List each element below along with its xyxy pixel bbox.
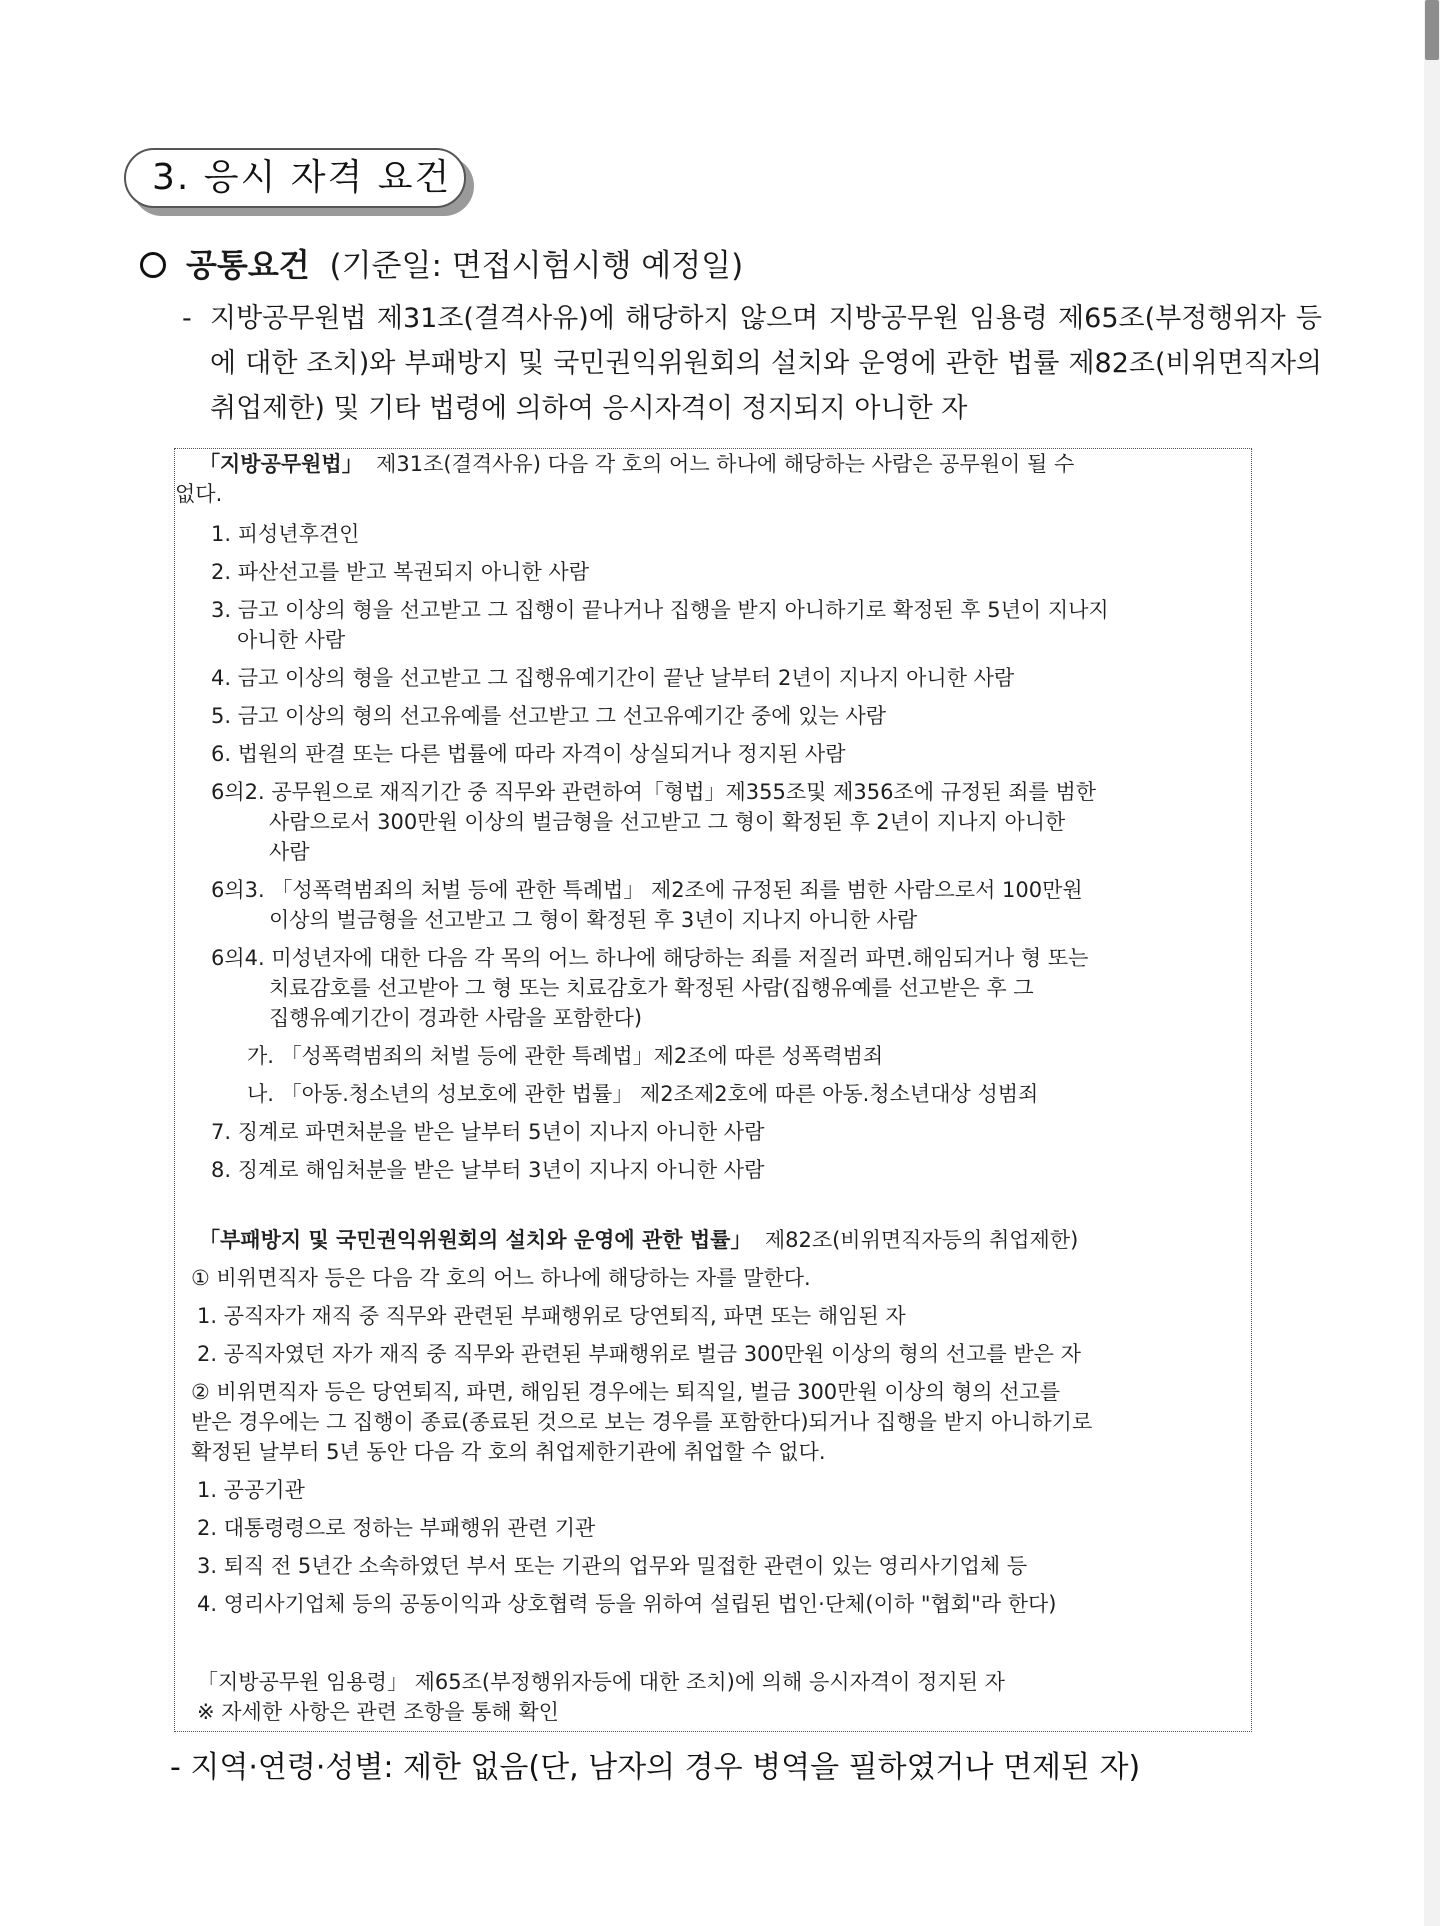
list-item: 2. 대통령령으로 정하는 부패행위 관련 기관	[197, 1516, 596, 1540]
note-line: ※ 자세한 사항은 관련 조항을 통해 확인	[197, 1700, 559, 1724]
list-item: 2. 파산선고를 받고 복권되지 아니한 사람	[211, 560, 589, 584]
law-excerpt-box	[174, 448, 1252, 1732]
law1-intro: 제31조(결격사유) 다음 각 호의 어느 하나에 해당하는 사람은 공무원이 될 수	[376, 452, 1075, 476]
list-item: 7. 징계로 파면처분을 받은 날부터 5년이 지나지 아니한 사람	[211, 1120, 765, 1144]
list-item: 6의3. 「성폭력범죄의 처벌 등에 관한 특례법」 제2조에 규정된 죄를 범한 사람으로서 100만원	[211, 878, 1083, 902]
law2-article: 제82조(비위면직자등의 취업제한)	[764, 1228, 1079, 1252]
law1-title: 「지방공무원법」	[199, 452, 363, 476]
list-item: 2. 공직자였던 자가 재직 중 직무와 관련된 부패행위로 벌금 300만원 이상의 형의 선고를 받은 자	[197, 1342, 1081, 1366]
sub-list-item: 나. 「아동.청소년의 성보호에 관한 법률」 제2조제2호에 따른 아동.청소년대상 성범죄	[247, 1082, 1039, 1106]
law2-title: 「부패방지 및 국민권익위원회의 설치와 운영에 관한 법률」	[199, 1228, 752, 1252]
list-item: 6의4. 미성년자에 대한 다음 각 목의 어느 하나에 해당하는 죄를 저질러 파면.해임되거나 형 또는	[211, 946, 1089, 970]
list-item: 4. 영리사기업체 등의 공동이익과 상호협력 등을 위하여 설립된 법인·단체(이하 "협회"라 한다)	[197, 1592, 1057, 1616]
list-item: 4. 금고 이상의 형을 선고받고 그 집행유예기간이 끝난 날부터 2년이 지나지 아니한 사람	[211, 666, 1015, 690]
list-item: 1. 공직자가 재직 중 직무와 관련된 부패행위로 당연퇴직, 파면 또는 해임된 자	[197, 1304, 906, 1328]
scrollbar-thumb[interactable]	[1425, 0, 1439, 60]
list-item: 8. 징계로 해임처분을 받은 날부터 3년이 지나지 아니한 사람	[211, 1158, 765, 1182]
list-item-cont: 아니한 사람	[237, 628, 346, 652]
law1-heading	[199, 449, 1074, 480]
list-item-cont: 집행유예기간이 경과한 사람을 포함한다)	[269, 1006, 643, 1030]
law2-heading	[199, 1225, 1078, 1256]
paragraph-cont: 확정된 날부터 5년 동안 다음 각 호의 취업제한기관에 취업할 수 없다.	[191, 1440, 826, 1464]
list-item: 6의2. 공무원으로 재직기간 중 직무와 관련하여「형법」제355조및 제356조에 규정된 죄를 범한	[211, 780, 1097, 804]
circle-bullet-icon	[140, 252, 166, 278]
paragraph: ② 비위면직자 등은 당연퇴직, 파면, 해임된 경우에는 퇴직일, 벌금 300만원 이상의 형의 선고를	[191, 1380, 1061, 1404]
common-label: 공통요건	[186, 246, 310, 284]
paragraph: ① 비위면직자 등은 다음 각 호의 어느 하나에 해당하는 자를 말한다.	[191, 1266, 811, 1290]
section-heading	[124, 148, 476, 218]
dash-bullet: -	[182, 303, 192, 334]
list-item: 1. 공공기관	[197, 1478, 305, 1502]
common-requirement-text: 지방공무원법 제31조(결격사유)에 해당하지 않으며 지방공무원 임용령 제65조(부정행위자 등에 대한 조치)와 부패방지 및 국민권익위원회의 설치와 운영에 관한 법률 제82조(비위면직자의 취업제한) 및 기타 법령에 의하여 응시자격이 정지되지 아니한 자	[210, 303, 1322, 424]
paragraph-cont: 받은 경우에는 그 집행이 종료(종료된 것으로 보는 경우를 포함한다)되거나 집행을 받지 아니하기로	[191, 1410, 1093, 1434]
sub-list-item: 가. 「성폭력범죄의 처벌 등에 관한 특례법」제2조에 따른 성폭력범죄	[247, 1044, 884, 1068]
list-item-cont: 사람	[269, 840, 310, 864]
list-item: 6. 법원의 판결 또는 다른 법률에 따라 자격이 상실되거나 정지된 사람	[211, 742, 846, 766]
law3-line: 「지방공무원 임용령」 제65조(부정행위자등에 대한 조치)에 의해 응시자격이 정지된 자	[197, 1670, 1005, 1694]
list-item: 1. 피성년후견인	[211, 522, 360, 546]
list-item-cont: 치료감호를 선고받아 그 형 또는 치료감호가 확정된 사람(집행유예를 선고받은 후 그	[269, 976, 1034, 1000]
list-item: 3. 퇴직 전 5년간 소속하였던 부서 또는 기관의 업무와 밀접한 관련이 있는 영리사기업체 등	[197, 1554, 1028, 1578]
list-item-cont: 이상의 벌금형을 선고받고 그 형이 확정된 후 3년이 지나지 아니한 사람	[269, 908, 918, 932]
list-item: 3. 금고 이상의 형을 선고받고 그 집행이 끝나거나 집행을 받지 아니하기로 확정된 후 5년이 지나지	[211, 598, 1109, 622]
common-basis: (기준일: 면접시험시행 예정일)	[329, 248, 744, 284]
law1-intro-cont: 없다.	[175, 482, 223, 506]
list-item-cont: 사람으로서 300만원 이상의 벌금형을 선고받고 그 형이 확정된 후 2년이 지나지 아니한	[269, 810, 1066, 834]
section-title: 3. 응시 자격 요건	[124, 148, 466, 208]
common-requirements-heading	[140, 240, 743, 291]
list-item: 5. 금고 이상의 형의 선고유예를 선고받고 그 선고유예기간 중에 있는 사람	[211, 704, 887, 728]
region-age-gender-line: - 지역·연령·성별: 제한 없음(단, 남자의 경우 병역을 필하였거나 면제된 자)	[170, 1750, 1141, 1785]
scrollbar[interactable]	[1424, 0, 1440, 1926]
common-requirement	[182, 296, 1322, 431]
